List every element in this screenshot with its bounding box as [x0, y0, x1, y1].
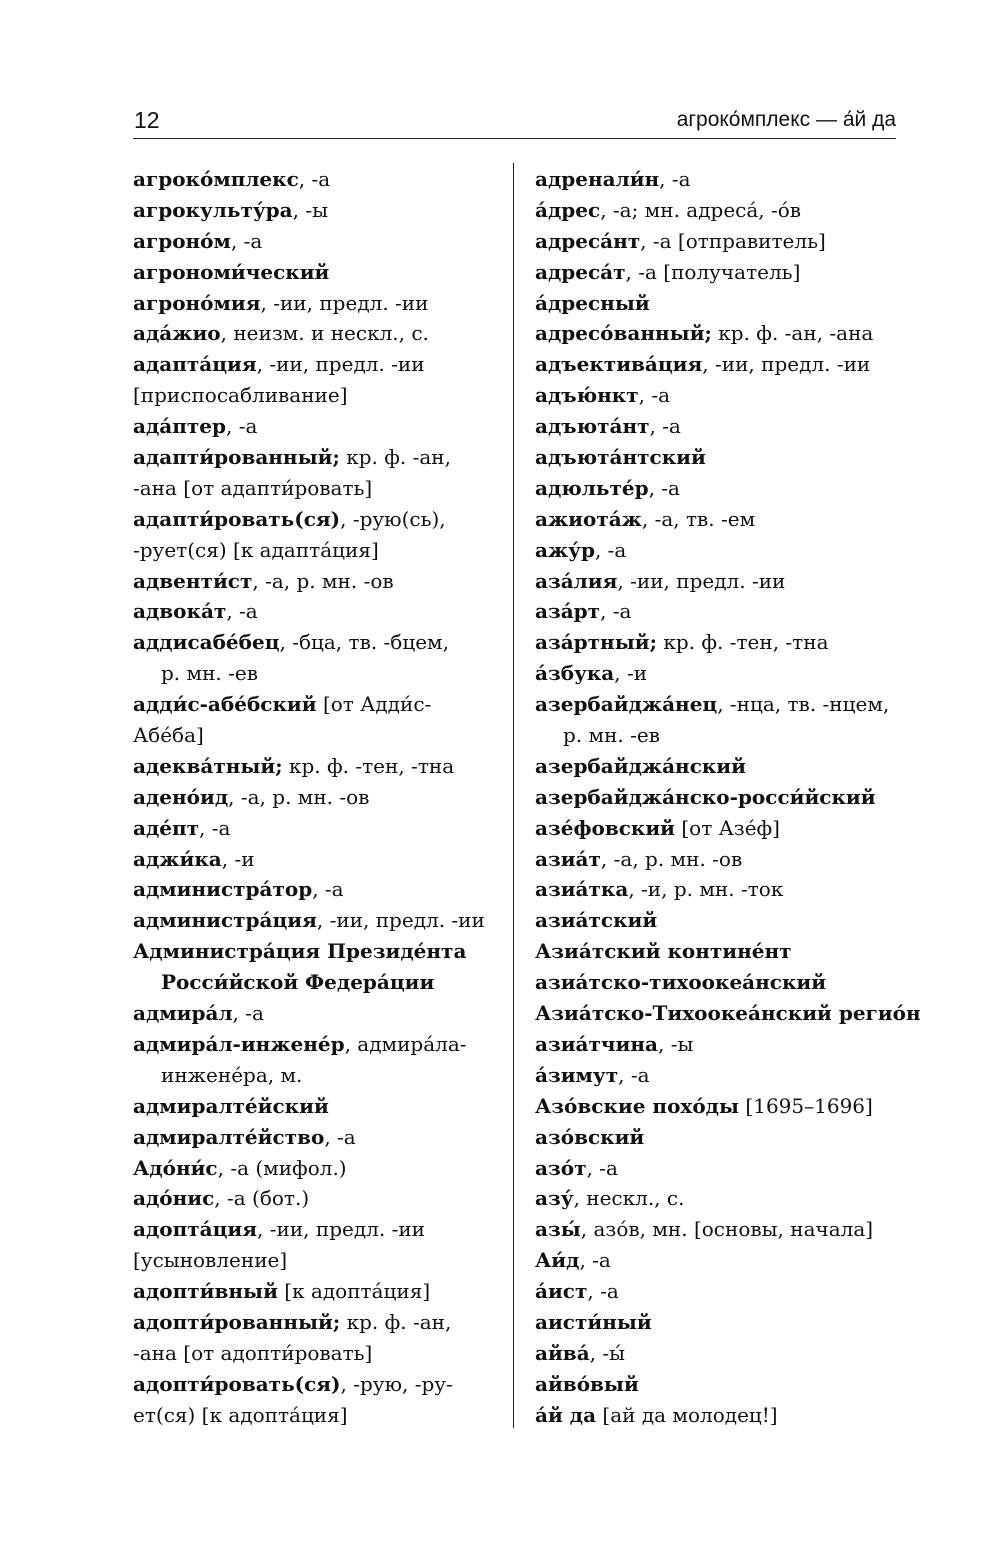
entry-text: , -а; мн. адреса́, -о́в: [600, 197, 802, 222]
headword: Адо́ни́с: [133, 1155, 218, 1180]
entry-text: , -а (бот.): [214, 1186, 310, 1211]
headword: адюльте́р: [535, 475, 649, 500]
dictionary-line: [535, 1060, 900, 1091]
dictionary-line: [535, 1029, 900, 1060]
dictionary-line: [133, 411, 498, 442]
headword: Азиа́тско-Тихоокеа́нский регио́н: [535, 1001, 921, 1026]
dictionary-line: [535, 1153, 900, 1184]
dictionary-line: [535, 1214, 900, 1245]
entry-text: кр. ф. -тен, -тна: [656, 630, 829, 655]
entry-text: -ана [от адопти́ровать]: [133, 1340, 373, 1365]
dictionary-line: [535, 1307, 900, 1338]
dictionary-line: [535, 905, 900, 936]
dictionary-line: [133, 1307, 498, 1338]
entry-text: , -а: [312, 877, 344, 902]
entry-text: , -ии, предл. -ии: [702, 352, 871, 377]
running-head: агроко́мплекс — а́й да: [676, 108, 896, 131]
entry-text: [от Азе́ф]: [675, 815, 780, 840]
headword: азо́вский: [535, 1124, 645, 1149]
entry-text: -рует(ся) [к адапта́ция]: [133, 537, 379, 562]
headword: адо́нис: [133, 1186, 215, 1211]
dictionary-line: [133, 1276, 498, 1307]
headword: адъю́нкт: [535, 383, 639, 408]
entry-text: [усыновление]: [133, 1248, 288, 1273]
entry-text: , -а [получатель]: [625, 259, 801, 284]
dictionary-line: [133, 1060, 498, 1091]
entry-text: [1695–1696]: [739, 1093, 873, 1118]
entry-text: , -ии, предл. -ии: [256, 352, 425, 377]
entry-text: [от Адди́с-: [316, 692, 432, 717]
entry-text: [ай да молодец!]: [596, 1402, 778, 1427]
headword: азиа́тский: [535, 908, 658, 933]
entry-text: , -и: [221, 846, 255, 871]
entry-text: , -а: [232, 1001, 264, 1026]
entry-text: , -и: [614, 661, 648, 686]
dictionary-line: [133, 566, 498, 597]
headword: аджи́ка: [133, 846, 222, 871]
headword: Азо́вские похо́ды: [535, 1093, 740, 1118]
headword: адеква́тный;: [133, 753, 283, 778]
headword: азербайджа́нец: [535, 692, 718, 717]
entry-text: инжене́ра, м.: [161, 1062, 303, 1087]
dictionary-line: [535, 813, 900, 844]
headword: ажу́р: [535, 537, 595, 562]
entry-text: , -а: [298, 167, 331, 191]
entry-text: р. мн. -ев: [563, 723, 660, 748]
dictionary-line: [133, 627, 498, 658]
headword: агрокульту́ра: [133, 197, 293, 222]
dictionary-line: [535, 596, 900, 627]
dictionary-line: [133, 658, 498, 689]
dictionary-line: [535, 504, 900, 535]
headword: а́дрес: [535, 197, 601, 222]
entry-text: , -ы́: [589, 1340, 626, 1365]
entry-text: , -бца, тв. -бцем,: [279, 630, 449, 655]
entry-text: , -а: [638, 383, 671, 408]
headword: аза́лия: [535, 568, 618, 593]
headword: аза́рт: [535, 599, 601, 624]
headword: азо́т: [535, 1155, 587, 1180]
dictionary-line: [535, 998, 921, 1029]
dictionary-line: [133, 813, 498, 844]
headword: адвока́т: [133, 599, 227, 624]
dictionary-line: [133, 349, 498, 380]
dictionary-line: [133, 874, 498, 905]
headword: а́зимут: [535, 1062, 619, 1087]
headword: агрономи́ческий: [133, 259, 330, 284]
entry-text: кр. ф. -ан,: [340, 1309, 452, 1334]
headword: адди́с-абе́бский: [133, 692, 317, 717]
entry-text: , -а: [600, 599, 632, 624]
dictionary-line: [535, 566, 900, 597]
dictionary-line: [133, 1214, 498, 1245]
dictionary-line: [133, 1400, 498, 1431]
dictionary-line: [535, 782, 900, 813]
headword: администра́тор: [133, 877, 313, 902]
entry-text: , -а: [594, 537, 627, 562]
dictionary-line: [133, 905, 498, 936]
entry-text: , -ии, предл. -ии: [260, 290, 429, 315]
dictionary-line: [133, 782, 498, 813]
dictionary-line: [133, 998, 498, 1029]
dictionary-line: [133, 1369, 498, 1400]
entry-text: , -нца, тв. -нцем,: [717, 692, 890, 717]
headword: агроно́мия: [133, 290, 261, 315]
headword: адреса́т: [535, 259, 626, 284]
entry-text: , -ии, предл. -ии: [257, 1217, 425, 1242]
headword: азербайджа́нско-росси́йский: [535, 784, 876, 809]
entry-text: , нескл., с.: [573, 1186, 685, 1211]
dictionary-line: [133, 596, 498, 627]
entry-text: , -а: [659, 167, 691, 191]
entry-text: , -рую(сь),: [340, 506, 446, 531]
dictionary-line: [535, 1369, 900, 1400]
dictionary-line: [535, 1245, 900, 1276]
page-number: 12: [134, 107, 160, 133]
headword: аде́пт: [133, 815, 200, 840]
entry-text: кр. ф. -тен, -тна: [282, 753, 455, 778]
headword: агроно́м: [133, 228, 231, 253]
dictionary-line: [535, 535, 900, 566]
headword: Администра́ция Президе́нта: [133, 939, 467, 964]
entry-text: , -а: [226, 414, 258, 439]
headword: адреса́нт: [535, 228, 641, 253]
dictionary-line: [133, 1338, 498, 1369]
headword: адопти́рованный;: [133, 1309, 341, 1334]
dictionary-line: [535, 411, 900, 442]
dictionary-line: [133, 844, 498, 875]
headword: адапти́ровать(ся): [133, 506, 341, 531]
entry-text: , -а: [587, 1279, 619, 1304]
headword: агроко́мплекс: [133, 167, 299, 191]
entry-text: кр. ф. -ан, -ана: [711, 321, 874, 346]
entry-text: кр. ф. -ан,: [339, 445, 451, 470]
headword: ада́птер: [133, 414, 226, 439]
entry-text: , -а [отправитель]: [640, 228, 826, 253]
entry-text: , -а: [230, 228, 263, 253]
dictionary-line: [535, 1183, 900, 1214]
dictionary-line: [535, 318, 900, 349]
dictionary-line: [133, 318, 498, 349]
dictionary-line: [535, 936, 900, 967]
dictionary-line: [133, 442, 498, 473]
entry-text: , -а: [226, 599, 258, 624]
entry-text: [к адопта́ция]: [277, 1279, 431, 1304]
dictionary-line: [133, 689, 498, 720]
headword: айво́вый: [535, 1371, 639, 1396]
headword: адмира́л: [133, 1001, 233, 1026]
dictionary-line: [535, 627, 900, 658]
dictionary-line: [535, 1338, 900, 1369]
entry-text: , -и, р. мн. -ток: [628, 877, 784, 902]
dictionary-line: [535, 1091, 900, 1122]
dictionary-line: [535, 473, 900, 504]
entry-text: , -а, р. мн. -ов: [228, 784, 370, 809]
dictionary-line: [133, 226, 498, 257]
dictionary-line: [535, 720, 900, 751]
dictionary-line: [535, 257, 900, 288]
headword: администра́ция: [133, 908, 317, 933]
headword: Азиа́тский контине́нт: [535, 939, 792, 964]
headword: адвенти́ст: [133, 568, 253, 593]
dictionary-line: [133, 1029, 498, 1060]
dictionary-line: [133, 936, 498, 967]
entry-text: , -а: [586, 1155, 618, 1180]
entry-text: Абе́ба]: [133, 723, 204, 748]
column-divider: [513, 163, 514, 1428]
dictionary-line: [535, 967, 900, 998]
entry-text: , -а, р. мн. -ов: [600, 846, 743, 871]
dictionary-line: [535, 689, 900, 720]
dictionary-line: [535, 380, 900, 411]
headword: адъюта́нт: [535, 414, 650, 439]
entry-text: , -а, тв. -ем: [641, 506, 756, 531]
dictionary-line: [133, 751, 498, 782]
dictionary-line: [535, 1122, 900, 1153]
dictionary-line: [133, 1245, 498, 1276]
entry-text: , -ы: [292, 197, 328, 222]
headword: ажиота́ж: [535, 506, 642, 531]
dictionary-line: [133, 504, 498, 535]
dictionary-line: [535, 751, 900, 782]
entry-text: , -а: [649, 414, 681, 439]
entry-text: , -а: [199, 815, 231, 840]
entry-text: , -а, р. мн. -ов: [252, 568, 394, 593]
headword: Росси́йской Федера́ции: [161, 970, 435, 995]
dictionary-line: [535, 195, 900, 226]
dictionary-line: [535, 226, 900, 257]
right-column: [535, 164, 921, 1431]
entry-text: , -а: [648, 475, 680, 500]
headword: азиа́тка: [535, 877, 629, 902]
headword: а́ист: [535, 1279, 588, 1304]
headword: адъектива́ция: [535, 352, 703, 377]
headword: Аи́д: [535, 1248, 580, 1273]
headword: азиа́тско-тихоокеа́нский: [535, 970, 827, 995]
dictionary-line: [535, 1400, 900, 1431]
dictionary-line: [133, 1122, 498, 1153]
dictionary-line: [535, 1276, 900, 1307]
entry-text: , -ии, предл. -ии: [316, 908, 485, 933]
entry-text: , -а: [579, 1248, 611, 1273]
entry-text: , неизм. и нескл., с.: [220, 321, 429, 346]
headword: адмира́л-инжене́р: [133, 1031, 345, 1056]
headword: адренали́н: [535, 167, 660, 191]
dictionary-line: [133, 257, 498, 288]
headword: адмиралте́йство: [133, 1124, 325, 1149]
headword: азиа́тчина: [535, 1031, 658, 1056]
headword: азербайджа́нский: [535, 753, 746, 778]
dictionary-line: [133, 967, 498, 998]
headword: а́дресный: [535, 290, 650, 315]
dictionary-line: [133, 473, 498, 504]
headword: айва́: [535, 1340, 590, 1365]
headword: азе́фовский: [535, 815, 676, 840]
headword: а́й да: [535, 1402, 597, 1427]
headword: азу́: [535, 1186, 574, 1211]
headword: адапти́рованный;: [133, 445, 340, 470]
headword: адопти́ровать(ся): [133, 1371, 341, 1396]
entry-text: , азо́в, мн. [основы, начала]: [580, 1217, 874, 1242]
headword: азы́: [535, 1217, 581, 1242]
headword: ада́жио: [133, 321, 221, 346]
dictionary-line: [133, 288, 498, 319]
dictionary-line: [535, 874, 900, 905]
dictionary-line: [535, 442, 900, 473]
dictionary-line: [535, 288, 900, 319]
headword: а́збука: [535, 661, 615, 686]
headword: азиа́т: [535, 846, 601, 871]
entry-text: , -а: [324, 1124, 356, 1149]
headword: адопти́вный: [133, 1279, 278, 1304]
headword: адресо́ванный;: [535, 321, 712, 346]
dictionary-line: [133, 720, 498, 751]
left-column: [133, 164, 498, 1431]
dictionary-line: [535, 658, 900, 689]
dictionary-line: [535, 844, 900, 875]
entry-text: , -ы: [657, 1031, 694, 1056]
dictionary-line: [133, 195, 498, 226]
entry-text: , -ии, предл. -ии: [617, 568, 786, 593]
entry-text: -ана [от адапти́ровать]: [133, 475, 373, 500]
headword: аддисабе́бец: [133, 630, 280, 655]
dictionary-line: [133, 1091, 498, 1122]
dictionary-line: [133, 1183, 498, 1214]
dictionary-line: [535, 349, 900, 380]
entry-text: р. мн. -ев: [161, 661, 258, 686]
entry-text: [приспосабливание]: [133, 383, 348, 408]
header-rule: [133, 138, 896, 139]
headword: адапта́ция: [133, 352, 257, 377]
entry-text: ет(ся) [к адопта́ция]: [133, 1402, 348, 1427]
headword: аза́ртный;: [535, 630, 657, 655]
headword: адено́ид: [133, 784, 229, 809]
entry-text: , -а: [618, 1062, 650, 1087]
dictionary-line: [133, 535, 498, 566]
entry-text: , -рую, -ру-: [340, 1371, 453, 1396]
headword: адмиралте́йский: [133, 1093, 329, 1118]
headword: аисти́ный: [535, 1309, 652, 1334]
entry-text: , адмира́ла-: [344, 1031, 467, 1056]
dictionary-line: [133, 380, 498, 411]
headword: адъюта́нтский: [535, 445, 706, 470]
dictionary-line: [133, 1153, 498, 1184]
entry-text: , -а (мифол.): [217, 1155, 347, 1180]
headword: адопта́ция: [133, 1217, 258, 1242]
dictionary-line: [535, 164, 900, 195]
dictionary-line: [133, 164, 498, 195]
